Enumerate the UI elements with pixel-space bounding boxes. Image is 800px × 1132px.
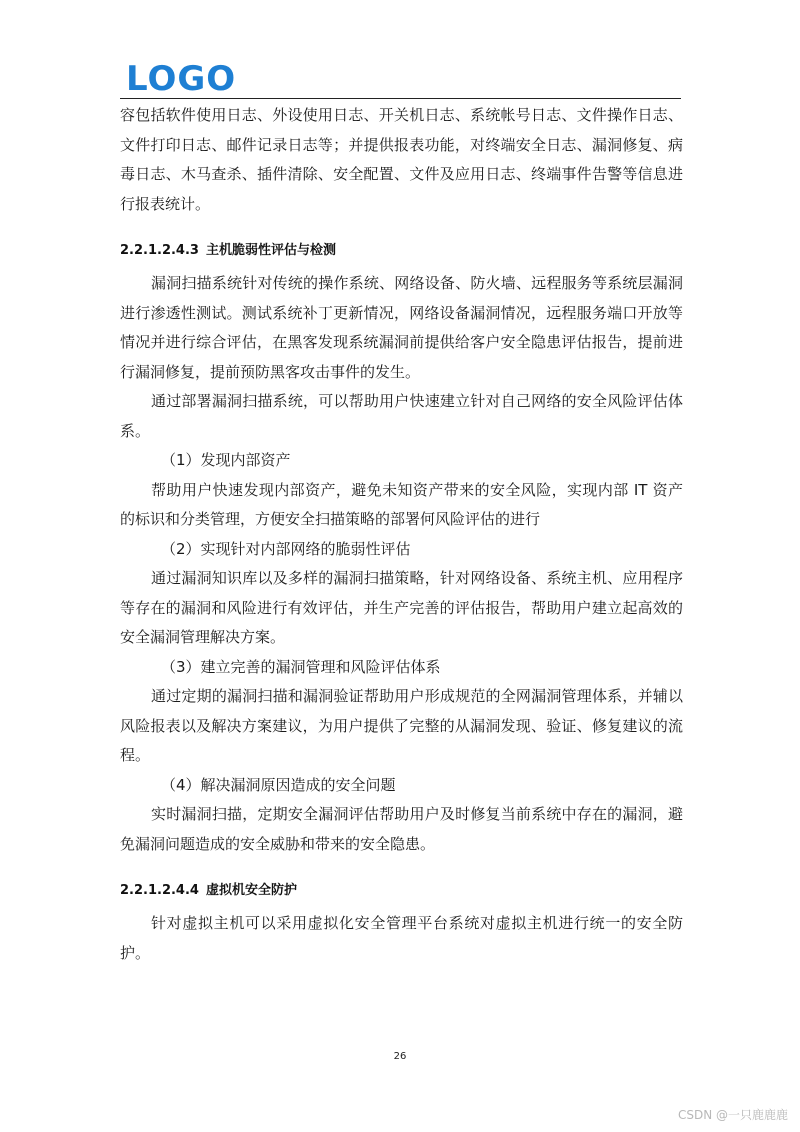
watermark: CSDN @一只鹿鹿鹿: [677, 1108, 788, 1122]
section-heading-4-4: [120, 881, 683, 901]
section-title: 虚拟机安全防护: [206, 883, 298, 898]
header-divider: [120, 98, 681, 99]
document-body: [120, 101, 683, 968]
list-item-text: 通过漏洞知识库以及多样的漏洞扫描策略，针对网络设备、系统主机、应用程序等存在的漏洞和风险进行有效评估，并生产完善的评估报告，帮助用户建立起高效的安全漏洞管理解决方案。: [120, 569, 683, 646]
page-number: 26: [393, 1051, 407, 1062]
section-number: 2.2.1.2.4.3: [120, 243, 199, 258]
paragraph-scan-deploy: 通过部署漏洞扫描系统，可以帮助用户快速建立针对自己网络的安全风险评估体系。: [120, 392, 683, 440]
paragraph-log-report: 容包括软件使用日志、外设使用日志、开关机日志、系统帐号日志、文件操作日志、文件打印日志、邮件记录日志等；并提供报表功能，对终端安全日志、漏洞修复、病毒日志、木马查杀、插件清除、安全配置、文件及应用日志、终端事件告警等信息进行报表统计。: [120, 106, 683, 213]
section-heading-4-3: [120, 241, 683, 261]
list-item-text: 帮助用户快速发现内部资产，避免未知资产带来的安全风险，实现内部 IT 资产的标识和分类管理，方便安全扫描策略的部署何风险评估的进行: [120, 480, 683, 528]
list-item-text: 通过定期的漏洞扫描和漏洞验证帮助用户形成规范的全网漏洞管理体系，并辅以风险报表以及解决方案建议，为用户提供了完整的从漏洞发现、验证、修复建议的流程。: [120, 687, 683, 764]
list-item-label: （4）解决漏洞原因造成的安全问题: [161, 775, 396, 794]
list-item-label: （1）发现内部资产: [161, 451, 291, 469]
list-item-text: 实时漏洞扫描，定期安全漏洞评估帮助用户及时修复当前系统中存在的漏洞，避免漏洞问题造成的安全威胁和带来的安全隐患。: [120, 805, 683, 853]
logo: LOGO: [126, 59, 237, 99]
paragraph-vm-protection: 针对虚拟主机可以采用虚拟化安全管理平台系统对虚拟主机进行统一的安全防护。: [120, 914, 683, 962]
list-item-label: （2）实现针对内部网络的脆弱性评估: [161, 539, 411, 558]
section-title: 主机脆弱性评估与检测: [206, 243, 337, 258]
list-item-label: （3）建立完善的漏洞管理和风险评估体系: [161, 657, 441, 676]
section-number: 2.2.1.2.4.4: [120, 883, 199, 898]
paragraph-scan-intro: 漏洞扫描系统针对传统的操作系统、网络设备、防火墙、远程服务等系统层漏洞进行渗透性测试。测试系统补丁更新情况，网络设备漏洞情况，远程服务端口开放等情况并进行综合评估，在黑客发现系统漏洞前提供给客户安全隐患评估报告，提前进行漏洞修复，提前预防黑客攻击事件的发生。: [120, 274, 683, 381]
